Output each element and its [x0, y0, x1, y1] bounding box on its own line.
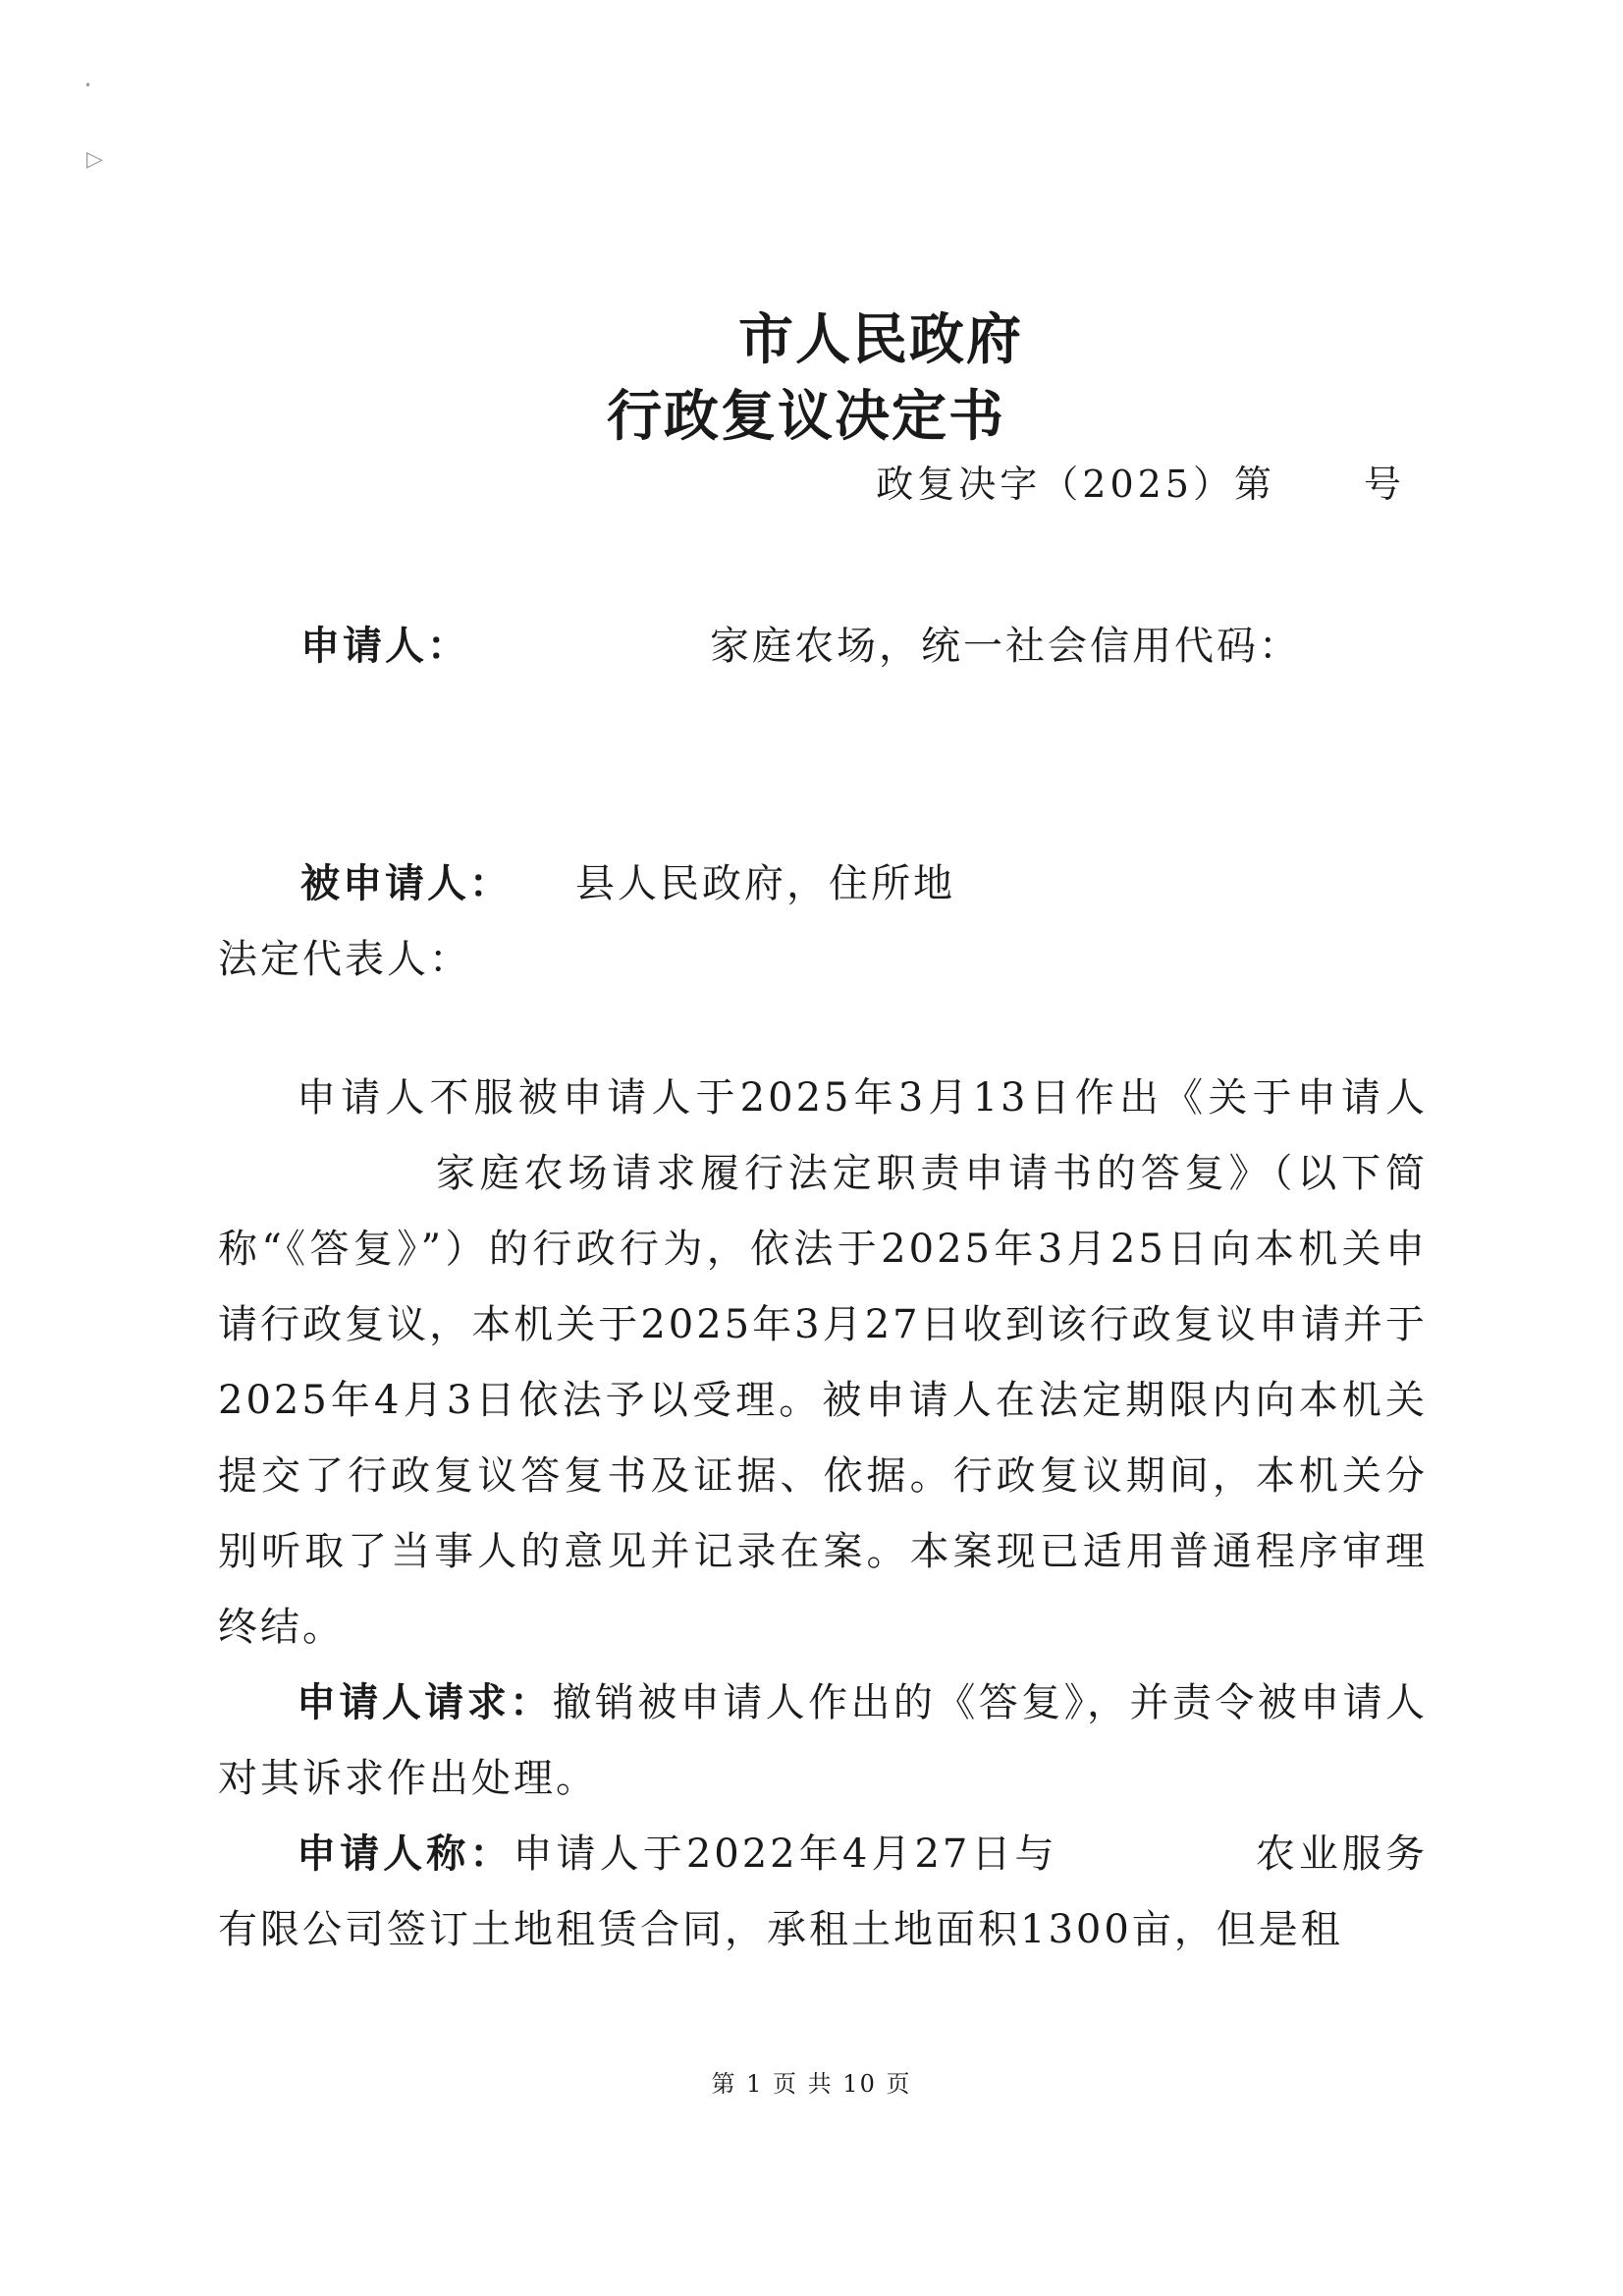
background-text-part2: 家庭农场请求履行法定职责申请书的答复》（以下简称“《答复》”）的行政行为，依法于2025年3月25日向本机关申请行政复议，本机关于2025年3月27日收到该行政复议申请并于2025年4月3日依法予以受理。被申请人在法定期限内向本机关提交了行政复议答复书及证据、依据。行政复议期间，本机关分别听取了当事人的意见并记录在案。本案现已适用普通程序审理终结。: [218, 1151, 1428, 1650]
legal-representative-label: 法定代表人：: [218, 937, 471, 982]
applicant-label: 申请人：: [300, 624, 469, 669]
title-line-1: 市人民政府: [738, 308, 1023, 372]
background-text-part1: 申请人不服被申请人于2025年3月13日作出《关于申请人: [297, 1075, 1428, 1121]
document-number-suffix: 号: [1363, 463, 1405, 506]
respondent-label: 被申请人：: [300, 861, 512, 906]
page-footer: 第 1 页 共 10 页: [711, 2070, 912, 2098]
background-paragraph: [218, 1061, 1428, 1666]
legal-representative-line: [218, 928, 471, 984]
decision-body: [218, 1061, 1428, 1968]
request-text: 撤销被申请人作出的《答复》，并责令被申请人对其诉求作出处理。: [218, 1680, 1429, 1801]
request-paragraph: [218, 1666, 1428, 1817]
claim-paragraph: [218, 1817, 1428, 1968]
respondent-line: [300, 852, 955, 908]
respondent-value: 县人民政府，住所地: [575, 861, 955, 906]
scan-mark-icon: ▷: [86, 147, 103, 172]
claim-text-part1: 申请人于2022年4月27日与: [513, 1831, 1058, 1877]
request-label: 申请人请求：: [297, 1680, 553, 1725]
title-line-2: 行政复议决定书: [607, 385, 1005, 449]
document-number-prefix: 政复决字（2025）第: [876, 463, 1275, 506]
applicant-value: 家庭农场，统一社会信用代码：: [710, 624, 1301, 669]
document-number: [876, 454, 1405, 508]
scan-speck: •: [84, 79, 92, 92]
claim-text-part2: 农业服务有限公司签订土地租赁合同，承租土地面积1300亩，但是租: [218, 1831, 1429, 1952]
claim-label: 申请人称：: [297, 1831, 514, 1877]
applicant-line: [300, 615, 1301, 671]
